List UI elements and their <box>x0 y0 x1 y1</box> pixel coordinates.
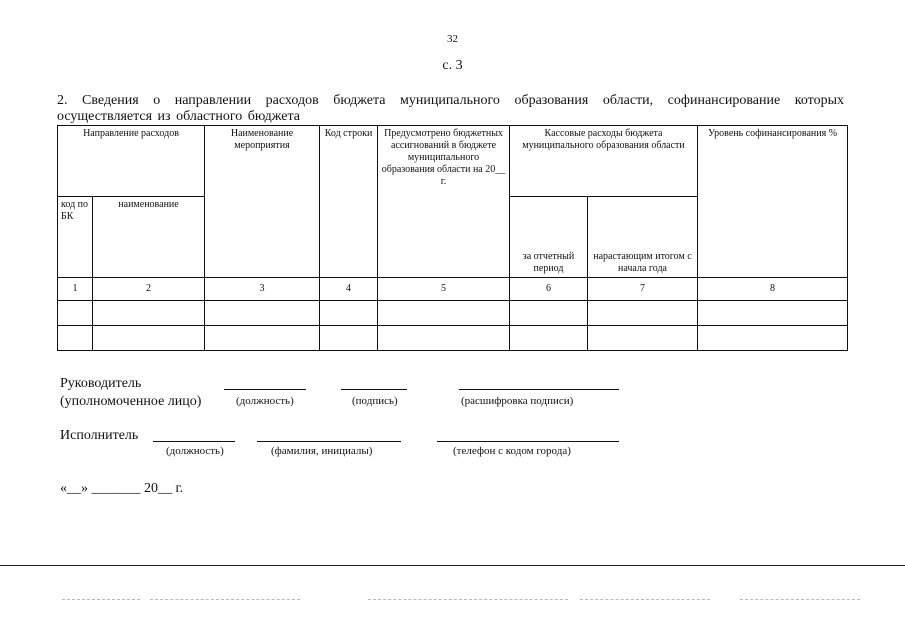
fullname-caption: (фамилия, инициалы) <box>271 445 373 457</box>
table-cell[interactable] <box>510 326 588 351</box>
column-numbers-row <box>58 278 848 301</box>
column-number: 4 <box>320 278 378 301</box>
table-cell[interactable] <box>58 326 93 351</box>
column-number: 6 <box>510 278 588 301</box>
header-direction: Направление расходов <box>58 126 205 197</box>
header-name: наименование <box>93 197 205 278</box>
sheet-number: с. 3 <box>442 58 463 73</box>
table-row <box>58 301 848 326</box>
table-cell[interactable] <box>93 326 205 351</box>
header-level: Уровень софинансирования % <box>698 126 848 278</box>
executor-position-line[interactable] <box>153 441 235 442</box>
scan-artifact <box>62 599 140 600</box>
position-line[interactable] <box>224 389 306 390</box>
executor-position-caption: (должность) <box>166 445 224 457</box>
table-cell[interactable] <box>698 301 848 326</box>
table-row <box>58 326 848 351</box>
table-cell[interactable] <box>93 301 205 326</box>
signature-line[interactable] <box>341 389 407 390</box>
header-reporting-period: за отчетный период <box>510 197 588 278</box>
position-caption: (должность) <box>236 395 294 407</box>
table-cell[interactable] <box>320 326 378 351</box>
table-cell[interactable] <box>58 301 93 326</box>
date-line: «__» _______ 20__ г. <box>60 481 184 496</box>
header-event-name: Наименование мероприятия <box>205 126 320 278</box>
table-cell[interactable] <box>510 301 588 326</box>
table-cell[interactable] <box>205 301 320 326</box>
scan-artifact <box>740 599 860 600</box>
signature-caption: (подпись) <box>352 395 398 407</box>
expenses-table <box>57 125 848 351</box>
header-code-bk: код по БК <box>58 197 93 278</box>
executor-label: Исполнитель <box>60 428 139 443</box>
header-planned: Предусмотрено бюджетных ассигнований в бюджете муниципального образования области на 20__ г. <box>378 126 510 278</box>
column-number: 2 <box>93 278 205 301</box>
head-label-secondary: (уполномоченное лицо) <box>60 394 202 409</box>
bottom-divider <box>0 565 905 566</box>
column-number: 5 <box>378 278 510 301</box>
scan-artifact <box>150 599 300 600</box>
fullname-line[interactable] <box>257 441 401 442</box>
page-number: 32 <box>447 33 458 45</box>
decoding-caption: (расшифровка подписи) <box>461 395 574 407</box>
table-cell[interactable] <box>378 326 510 351</box>
column-number: 7 <box>588 278 698 301</box>
table-cell[interactable] <box>378 301 510 326</box>
table-cell[interactable] <box>588 326 698 351</box>
column-number: 3 <box>205 278 320 301</box>
column-number: 1 <box>58 278 93 301</box>
phone-caption: (телефон с кодом города) <box>453 445 571 457</box>
table-cell[interactable] <box>698 326 848 351</box>
table-cell[interactable] <box>588 301 698 326</box>
scan-artifact <box>368 599 568 600</box>
column-number: 8 <box>698 278 848 301</box>
section-heading <box>57 93 844 125</box>
phone-line[interactable] <box>437 441 619 442</box>
head-label: Руководитель <box>60 376 142 391</box>
header-cash: Кассовые расходы бюджета муниципального образования области <box>510 126 698 197</box>
table-cell[interactable] <box>320 301 378 326</box>
decoding-line[interactable] <box>459 389 619 390</box>
table-cell[interactable] <box>205 326 320 351</box>
section-heading-text: 2. Сведения о направлении расходов бюджета муниципального образования области, софинансирование которых осуществляется из областного бюджета <box>57 93 844 124</box>
header-row-code: Код строки <box>320 126 378 278</box>
header-cumulative: нарастающим итогом с начала года <box>588 197 698 278</box>
scan-artifact <box>580 599 710 600</box>
